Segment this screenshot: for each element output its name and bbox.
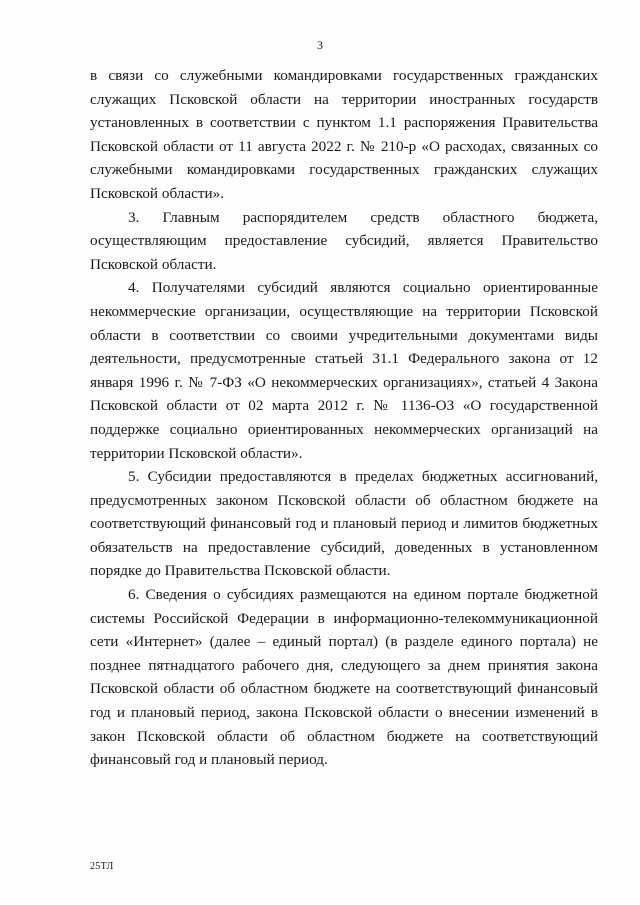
paragraph-4: 4. Получателями субсидий являются социально ориентированные некоммерческие организации, осуществляющие на территории Псковской области в соответствии со своими учредительными документами виды деятельности, предусмотренные статьей 31.1 Федерального закона от 12 января 1996 г. № 7-ФЗ «О некоммерческих организациях», статьей 4 Закона Псковской области от 02 марта 2012 г. № 1136-ОЗ «О государственной поддержке социально ориентированных некоммерческих организаций на территории Псковской области». xyxy=(90,279,598,462)
footer-document-code: 25ТЛ xyxy=(90,861,114,872)
paragraph-5: 5. Субсидии предоставляются в пределах бюджетных ассигнований, предусмотренных законом Псковской области об областном бюджете на соответствующий финансовый год и плановый период и лимитов бюджетных обязательств на предоставление субсидий, доведенных в установленном порядке до Правительства Псковской области. xyxy=(90,468,598,580)
paragraph-continuation: в связи со служебными командировками государственных гражданских служащих Псковской области на территории иностранных государств установленных в соответствии с пунктом 1.1 распоряжения Правительства Псковской области от 11 августа 2022 г. № 210-р «О расходах, связанных со служебными командировками государственных гражданских служащих Псковской области». xyxy=(90,67,598,202)
page-number: 3 xyxy=(317,38,323,52)
document-body xyxy=(90,64,598,772)
paragraph-3: 3. Главным распорядителем средств областного бюджета, осуществляющим предоставление субсидий, является Правительство Псковской области. xyxy=(90,208,598,273)
paragraph-6: 6. Сведения о субсидиях размещаются на едином портале бюджетной системы Российской Федерации в информационно-телекоммуникационной сети «Интернет» (далее – единый портал) (в разделе единого портала) не позднее пятнадцатого рабочего дня, следующего за днем принятия закона Псковской области об областном бюджете на соответствующий финансовый год и плановый период, закона Псковской области о внесении изменений в закон Псковской области об областном бюджете на соответствующий финансовый год и плановый период. xyxy=(90,586,598,769)
